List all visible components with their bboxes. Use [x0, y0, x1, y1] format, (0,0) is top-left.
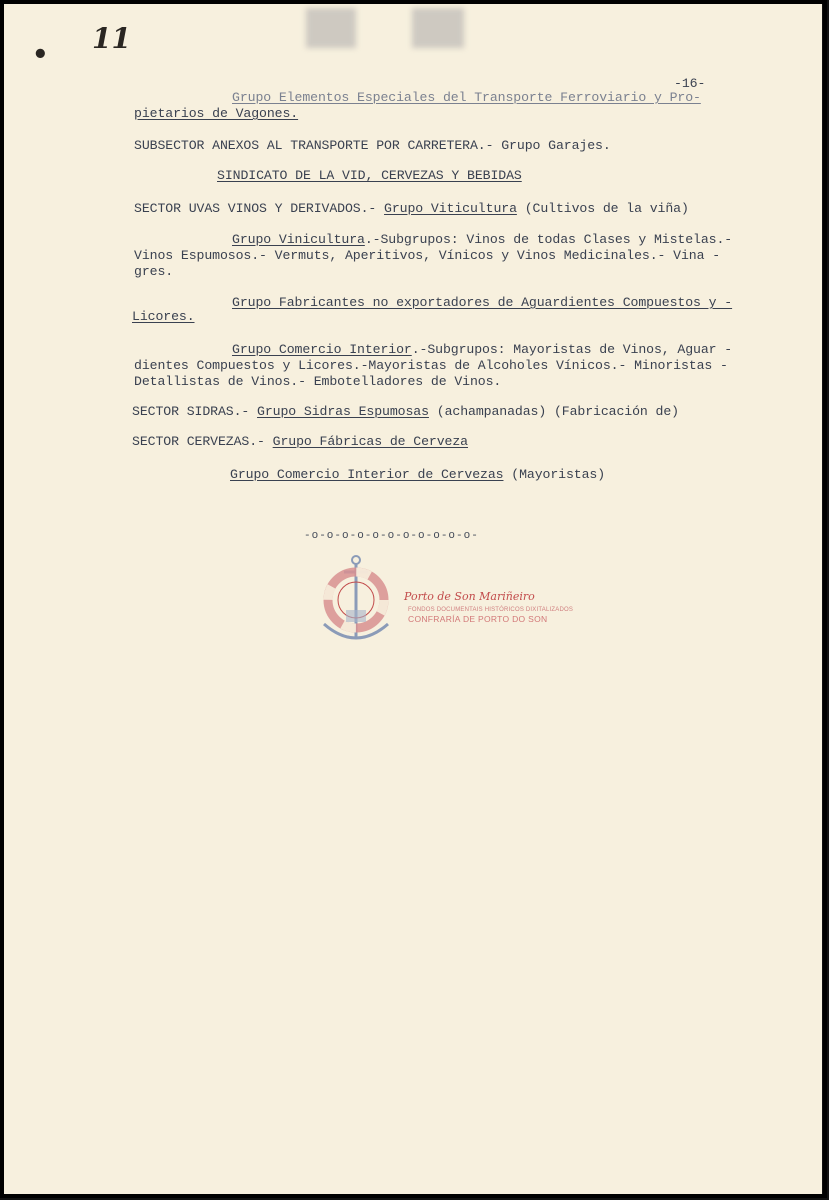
- p7-line2: dientes Compuestos y Licores.-Mayoristas de Alcoholes Vínicos.- Minoristas -: [134, 358, 728, 373]
- p2-subsector-carretera: SUBSECTOR ANEXOS AL TRANSPORTE POR CARRETERA.- Grupo Garajes.: [134, 138, 611, 153]
- p9-sector-cervezas: [132, 434, 468, 450]
- p7-group: Grupo Comercio Interior: [232, 342, 412, 357]
- p8-group: Grupo Sidras Espumosas: [257, 404, 429, 419]
- stamp-subtitle: FONDOS DOCUMENTAIS HISTÓRICOS DIXITALIZADOS: [408, 607, 574, 613]
- stamp-organization: CONFRARÍA DE PORTO DO SON: [408, 614, 548, 624]
- p10-suffix: (Mayoristas): [503, 467, 606, 482]
- p8-suffix: (achampanadas) (Fabricación de): [428, 404, 679, 419]
- anchor-lifebuoy-icon: [316, 552, 396, 648]
- p4-suffix: (Cultivos de la viña): [516, 201, 689, 216]
- p8-prefix: SECTOR SIDRAS.-: [132, 404, 258, 419]
- p1-line1: Grupo Elementos Especiales del Transporte Ferroviario y Pro-: [232, 90, 701, 105]
- handwritten-number: 11: [92, 22, 131, 55]
- p5-line1-rest: .-Subgrupos: Vinos de todas Clases y Mistelas.-: [364, 232, 733, 247]
- p9-group: Grupo Fábricas de Cerveza: [272, 434, 469, 449]
- p3-sindicato-title: SINDICATO DE LA VID, CERVEZAS Y BEBIDAS: [217, 168, 522, 183]
- document-page: [4, 4, 822, 1194]
- p5-line3: gres.: [134, 264, 174, 279]
- p6-line1: Grupo Fabricantes no exportadores de Aguardientes Compuestos y -: [232, 295, 733, 310]
- p10-comercio-cervezas: [230, 467, 605, 483]
- p5-line2: Vinos Espumosos.- Vermuts, Aperitivos, Vínicos y Vinos Medicinales.- Vina -: [134, 248, 721, 263]
- top-smudge-left: [306, 8, 356, 48]
- p1-line2: pietarios de Vagones.: [134, 106, 299, 121]
- p9-prefix: SECTOR CERVEZAS.-: [132, 434, 273, 449]
- page-number: -16-: [674, 76, 706, 91]
- section-divider: -o-o-o-o-o-o-o-o-o-o-o-: [304, 530, 479, 542]
- p4-prefix: SECTOR UVAS VINOS Y DERIVADOS.-: [134, 201, 385, 216]
- p10-group: Grupo Comercio Interior de Cervezas: [230, 467, 504, 482]
- p5-line1: [232, 232, 732, 248]
- p5-group: Grupo Vinicultura: [232, 232, 365, 247]
- p7-line1-rest: .-Subgrupos: Mayoristas de Vinos, Aguar -: [411, 342, 733, 357]
- stamp-title: Porto de Son Mariñeiro: [404, 590, 535, 603]
- p7-line3: Detallistas de Vinos.- Embotelladores de Vinos.: [134, 374, 502, 389]
- top-smudge-right: [412, 8, 464, 48]
- archive-stamp: [316, 552, 574, 652]
- p6-line2: Licores.: [132, 309, 195, 324]
- p7-line1: [232, 342, 732, 358]
- p4-sector-uvas: [134, 201, 689, 217]
- p4-group: Grupo Viticultura: [384, 201, 517, 216]
- p8-sector-sidras: [132, 404, 679, 420]
- handwritten-mark-left: •: [32, 40, 49, 70]
